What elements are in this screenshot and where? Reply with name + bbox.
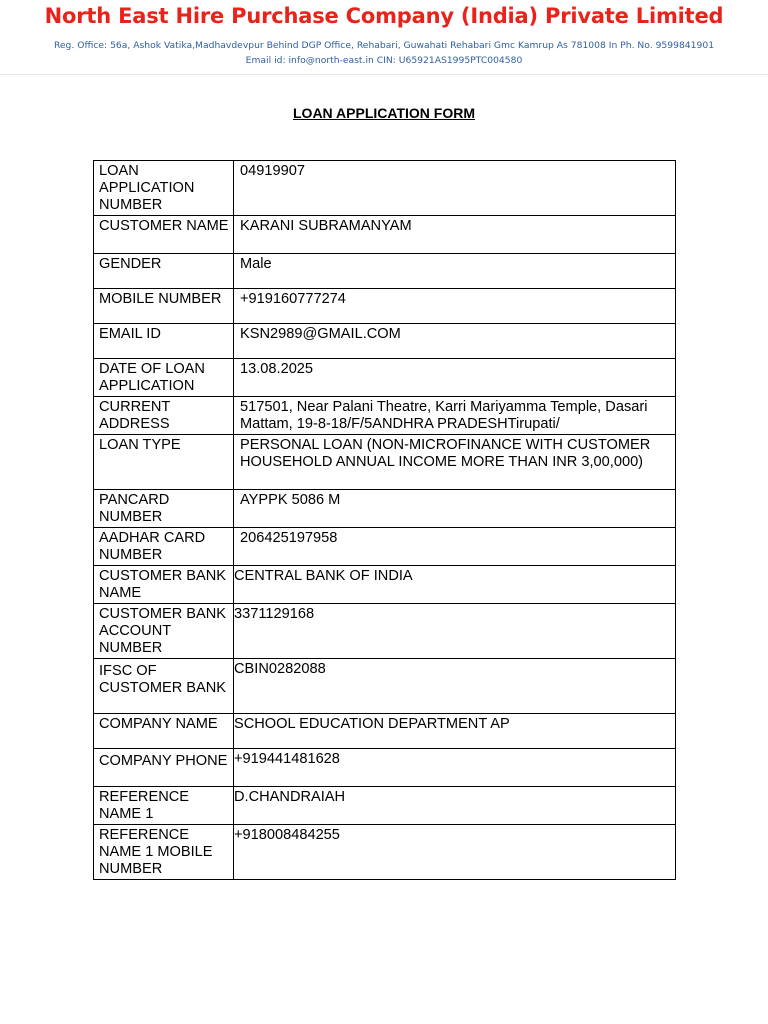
company-name: North East Hire Purchase Company (India) Private Limited [44, 4, 724, 28]
loan-application-table [93, 160, 676, 880]
row-label: AADHAR CARD NUMBER [94, 528, 234, 566]
row-value: CENTRAL BANK OF INDIA [234, 566, 676, 604]
form-title: LOAN APPLICATION FORM [293, 105, 475, 121]
row-label: MOBILE NUMBER [94, 289, 234, 324]
table-row-aadhar-card-number [94, 528, 676, 566]
table-row-reference-name-1 [94, 787, 676, 825]
header-divider [0, 74, 768, 75]
table-row-gender [94, 254, 676, 289]
table-row-customer-bank-account-number [94, 604, 676, 659]
row-label: CUSTOMER NAME [94, 216, 234, 254]
row-label: COMPANY PHONE [94, 749, 234, 787]
row-label: EMAIL ID [94, 324, 234, 359]
row-value: SCHOOL EDUCATION DEPARTMENT AP [234, 714, 676, 749]
table-row-pancard-number [94, 490, 676, 528]
row-label: LOAN TYPE [94, 435, 234, 490]
row-value: AYPPK 5086 M [234, 490, 676, 528]
row-value: Male [234, 254, 676, 289]
table-row-email-id [94, 324, 676, 359]
row-label: CURRENT ADDRESS [94, 397, 234, 435]
row-label: COMPANY NAME [94, 714, 234, 749]
row-label: IFSC OF CUSTOMER BANK [94, 659, 234, 714]
row-label: DATE OF LOAN APPLICATION [94, 359, 234, 397]
row-value: KARANI SUBRAMANYAM [234, 216, 676, 254]
row-value: 04919907 [234, 161, 676, 216]
form-title-wrapper [0, 104, 768, 122]
table-row-reference-name-1-mobile-number [94, 825, 676, 880]
table-row-current-address [94, 397, 676, 435]
row-label: GENDER [94, 254, 234, 289]
company-address: Reg. Office: 56a, Ashok Vatika,Madhavdevpur Behind DGP Office, Rehabari, Guwahati Rehabari Gmc Kamrup As 781008 In Ph. No. 9599841901 Email id: info@north-east.in CIN: U65921AS1995PTC004580 [53, 40, 715, 66]
table-row-company-name [94, 714, 676, 749]
row-value: +919441481628 [234, 749, 676, 787]
row-value: 517501, Near Palani Theatre, Karri Mariyamma Temple, Dasari Mattam, 19-8-18/F/5ANDHRA PRADESHTirupati/ [234, 397, 676, 435]
table-row-ifsc-of-customer-bank [94, 659, 676, 714]
table-row-date-of-loan-application [94, 359, 676, 397]
row-value: 3371129168 [234, 604, 676, 659]
row-value: PERSONAL LOAN (NON-MICROFINANCE WITH CUSTOMER HOUSEHOLD ANNUAL INCOME MORE THAN INR 3,00,000) [234, 435, 676, 490]
row-value: CBIN0282088 [234, 659, 676, 714]
table-row-customer-name [94, 216, 676, 254]
row-label: REFERENCE NAME 1 [94, 787, 234, 825]
row-value: 206425197958 [234, 528, 676, 566]
row-label: REFERENCE NAME 1 MOBILE NUMBER [94, 825, 234, 880]
row-value: +918008484255 [234, 825, 676, 880]
table-row-loan-type [94, 435, 676, 490]
table-row-mobile-number [94, 289, 676, 324]
row-value: D.CHANDRAIAH [234, 787, 676, 825]
table-row-customer-bank-name [94, 566, 676, 604]
row-label: LOAN APPLICATION NUMBER [94, 161, 234, 216]
row-label: PANCARD NUMBER [94, 490, 234, 528]
row-value: +919160777274 [234, 289, 676, 324]
row-value: KSN2989@GMAIL.COM [234, 324, 676, 359]
row-label: CUSTOMER BANK ACCOUNT NUMBER [94, 604, 234, 659]
row-value: 13.08.2025 [234, 359, 676, 397]
table-row-loan-application-number [94, 161, 676, 216]
row-label: CUSTOMER BANK NAME [94, 566, 234, 604]
table-row-company-phone [94, 749, 676, 787]
